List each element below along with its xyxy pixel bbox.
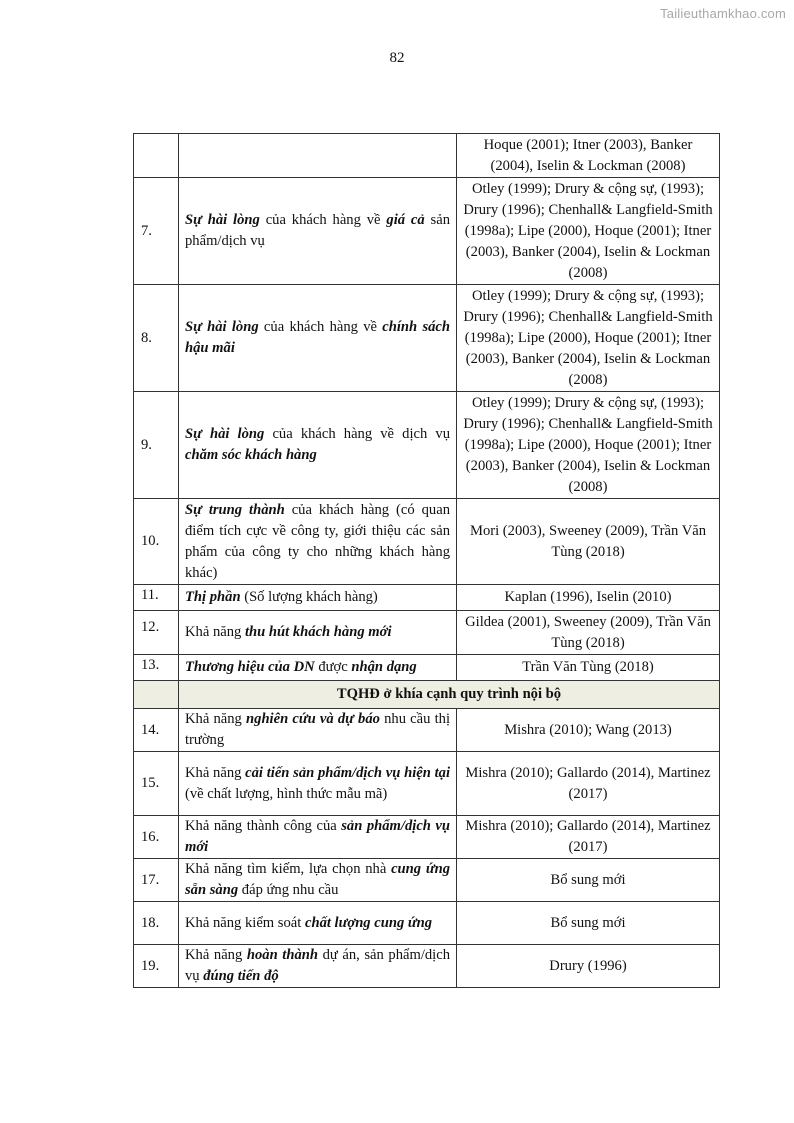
indicator-cell [179, 611, 457, 655]
indicator-text: Khả năng [185, 764, 246, 781]
indicator-text: của khách hàng về dịch vụ [264, 426, 450, 442]
indicator-cell [179, 752, 457, 816]
row-number-cell: 14. [134, 709, 179, 752]
emphasized-text: sản phẩm/dịch vụ mới [185, 818, 451, 855]
indicator-text: nhu cầu thị trường [185, 711, 450, 748]
emphasized-text: cung ứng sẵn sàng [185, 861, 450, 898]
indicator-text: được [314, 659, 352, 675]
indicator-text: Khả năng tìm kiếm, lựa chọn nhà [185, 861, 392, 877]
watermark: Tailieuthamkhao.com [660, 6, 786, 21]
table-row [134, 285, 720, 392]
indicator-text: Khả năng thành công của [185, 818, 342, 834]
section-blank-cell [134, 681, 179, 709]
page-number: 82 [389, 50, 405, 66]
emphasized-text: nhận dạng [351, 659, 417, 675]
sources-cell: Mori (2003), Sweeney (2009), Trần Văn Tùng (2018) [457, 499, 720, 585]
table-row [134, 499, 720, 585]
emphasized-text: chất lượng cung ứng [304, 914, 433, 931]
row-number-cell [134, 134, 179, 178]
table-row [134, 392, 720, 499]
indicator-cell [179, 392, 457, 499]
sources-cell: Hoque (2001); Itner (2003), Banker (2004), Iselin & Lockman (2008) [457, 134, 720, 178]
row-number-cell: 7. [134, 178, 179, 285]
indicator-text: sản phẩm/dịch vụ [185, 212, 451, 249]
emphasized-text: chính sách hậu mãi [185, 319, 451, 356]
row-number-cell [134, 611, 179, 655]
sources-cell: Gildea (2001), Sweeney (2009), Trần Văn Tùng (2018) [457, 611, 720, 655]
indicator-cell [179, 585, 457, 611]
emphasized-text: nghiên cứu và dự báo [246, 711, 380, 727]
row-number-cell: 9. [134, 392, 179, 499]
table-row [134, 945, 720, 988]
indicator-cell [179, 499, 457, 585]
row-number-cell: 15. [134, 752, 179, 816]
indicator-text: (Số lượng khách hàng) [240, 589, 378, 605]
emphasized-text: Sự trung thành [185, 501, 285, 518]
section-header-row [134, 681, 720, 709]
row-number-cell: 17. [134, 859, 179, 902]
sources-cell: Mishra (2010); Wang (2013) [457, 709, 720, 752]
sources-cell: Drury (1996) [457, 945, 720, 988]
table-row [134, 816, 720, 859]
indicator-cell [179, 134, 457, 178]
table-row [134, 752, 720, 816]
emphasized-text: chăm sóc khách hàng [185, 447, 317, 463]
emphasized-text: cải tiến sản phẩm/dịch vụ hiện tại [245, 764, 451, 781]
indicator-cell [179, 945, 457, 988]
indicator-cell [179, 655, 457, 681]
indicator-cell [179, 709, 457, 752]
sources-cell: Mishra (2010); Gallardo (2014), Martinez (2017) [457, 752, 720, 816]
indicator-text: Khả năng [185, 711, 247, 727]
sources-cell: Otley (1999); Drury & cộng sự, (1993); Drury (1996); Chenhall& Langfield-Smith (1998a); Lipe (2000), Hoque (2001); Itner (2003), Banker (2004), Iselin & Lockman (2008) [457, 285, 720, 392]
sources-cell: Trần Văn Tùng (2018) [457, 655, 720, 681]
emphasized-text: Sự hài lòng [185, 212, 260, 228]
indicator-cell [179, 816, 457, 859]
table-row [134, 902, 720, 945]
indicator-text: Khả năng [185, 947, 247, 963]
emphasized-text: thu hút khách hàng mới [244, 624, 392, 640]
table-row [134, 709, 720, 752]
row-number-cell: 11. [134, 585, 179, 611]
emphasized-text: Sự hài lòng [185, 426, 265, 442]
indicator-cell [179, 178, 457, 285]
indicator-text: của khách hàng về [259, 212, 387, 228]
indicator-cell [179, 902, 457, 945]
row-number-cell: 18. [134, 902, 179, 945]
emphasized-text: Thương hiệu của DN [185, 659, 315, 675]
table-row [134, 134, 720, 178]
indicator-text: đáp ứng nhu cầu [238, 882, 339, 898]
indicator-text: Khả năng [185, 624, 245, 640]
table-row [134, 655, 720, 681]
table-row [134, 611, 720, 655]
indicator-text: của khách hàng (có quan điểm tích cực về công ty, giới thiệu các sản phẩm của công ty cho những khách hàng khác) [185, 501, 450, 581]
emphasized-text: Sự hài lòng [185, 319, 259, 335]
emphasized-text: đúng tiến độ [203, 968, 279, 984]
row-number-cell: 13. [134, 655, 179, 681]
sources-cell: Bổ sung mới [457, 859, 720, 902]
indicator-cell [179, 285, 457, 392]
indicator-text: dự án, sản phẩm/dịch vụ [185, 947, 451, 984]
emphasized-text: Thị phần [185, 589, 241, 605]
sources-cell: Bổ sung mới [457, 902, 720, 945]
indicator-table [133, 133, 720, 988]
table-row [134, 178, 720, 285]
indicator-text: Khả năng kiểm soát [185, 914, 305, 931]
row-number-cell: 19. [134, 945, 179, 988]
emphasized-text: hoàn thành [246, 947, 318, 963]
indicator-cell [179, 859, 457, 902]
row-number: 12. [141, 619, 160, 635]
section-title: TQHĐ ở khía cạnh quy trình nội bộ [179, 681, 720, 709]
emphasized-text: giá cả [386, 212, 425, 228]
row-number-cell: 8. [134, 285, 179, 392]
row-number-cell: 10. [134, 499, 179, 585]
row-number-cell: 16. [134, 816, 179, 859]
sources-cell: Kaplan (1996), Iselin (2010) [457, 585, 720, 611]
sources-cell: Mishra (2010); Gallardo (2014), Martinez (2017) [457, 816, 720, 859]
sources-cell: Otley (1999); Drury & cộng sự, (1993); Drury (1996); Chenhall& Langfield-Smith (1998a); Lipe (2000), Hoque (2001); Itner (2003), Banker (2004), Iselin & Lockman (2008) [457, 392, 720, 499]
indicator-text: của khách hàng về [258, 319, 383, 335]
sources-cell: Otley (1999); Drury & cộng sự, (1993); Drury (1996); Chenhall& Langfield-Smith (1998a); Lipe (2000), Hoque (2001); Itner (2003), Banker (2004), Iselin & Lockman (2008) [457, 178, 720, 285]
table-row [134, 859, 720, 902]
indicator-text: (về chất lượng, hình thức mẫu mã) [185, 785, 388, 802]
table-row [134, 585, 720, 611]
